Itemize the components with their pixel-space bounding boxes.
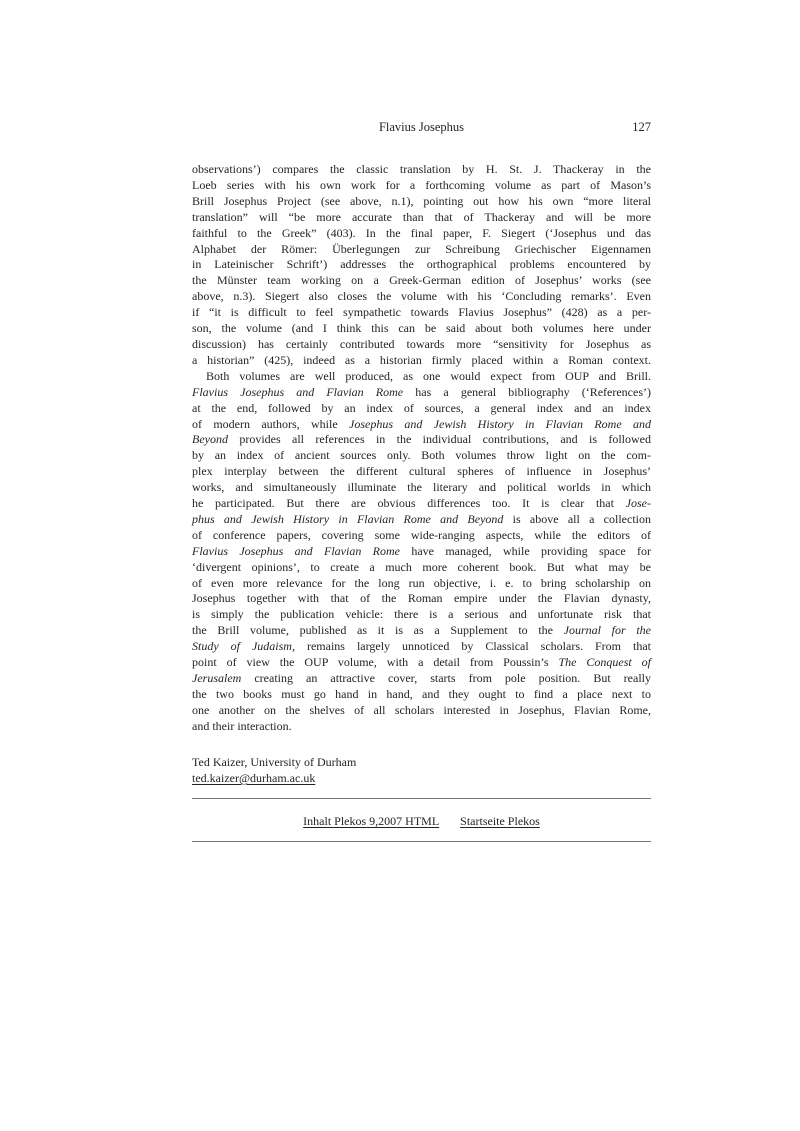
- text-line: Beyond provides all references in the individual contributions, and is followed: [192, 432, 651, 447]
- text-line: Brill Josephus Project (see above, n.1), pointing out how his own “more literal: [192, 193, 651, 208]
- text-line: of modern authors, while Josephus and Jewish History in Flavian Rome and: [192, 416, 651, 431]
- text-line: point of view the OUP volume, with a detail from Poussin’s The Conquest of: [192, 655, 652, 670]
- text-line: ‘divergent opinions’, to create a much more coherent book. But what may be: [192, 559, 651, 574]
- paragraph: [192, 369, 651, 735]
- text-line: by an index of ancient sources only. Both volumes throw light on the com-: [192, 448, 651, 463]
- text-line: the two books must go hand in hand, and they ought to find a place next to: [192, 686, 651, 701]
- text-line: faithful to the Greek” (403). In the final paper, F. Siegert (‘Josephus und das: [192, 225, 651, 240]
- text-line: Jerusalem creating an attractive cover, starts from pole position. But really: [192, 671, 651, 685]
- paragraph: [192, 162, 651, 369]
- link-startseite-plekos[interactable]: Startseite Plekos: [460, 813, 540, 828]
- link-inhalt-plekos[interactable]: Inhalt Plekos 9,2007 HTML: [303, 813, 440, 828]
- text-line: Flavius Josephus and Flavian Rome has a general bibliography (‘References’): [192, 384, 651, 399]
- text-line: the Münster team working on a Greek-German edition of Josephus’ works (see: [192, 273, 651, 288]
- running-head: [192, 120, 651, 134]
- page-number: 127: [632, 120, 651, 134]
- signature-email-row: [192, 770, 651, 786]
- signature-author: Ted Kaizer, University of Durham: [192, 754, 357, 769]
- text-line: and their interaction.: [192, 718, 292, 733]
- text-line: Flavius Josephus and Flavian Rome have managed, while providing space for: [192, 543, 651, 558]
- text-line: he participated. But there are obvious differences too. It is clear that Jose-: [192, 496, 651, 511]
- text-line: in Lateinischer Schrift’) addresses the orthographical problems encountered by: [192, 257, 651, 272]
- text-line: the Brill volume, published as it is as a Supplement to the Journal for the: [192, 623, 651, 638]
- text-line: Study of Judaism, remains largely unnoticed by Classical scholars. From that: [192, 639, 651, 654]
- text-line: is simply the publication vehicle: there is a serious and unfortunate risk that: [192, 607, 651, 622]
- text-line: plex interplay between the different cultural spheres of influence in Josephus’: [192, 464, 651, 479]
- text-line: one another on the shelves of all scholars interested in Josephus, Flavian Rome,: [192, 702, 651, 717]
- signature-block: [192, 754, 651, 786]
- divider-bottom: [192, 841, 651, 842]
- text-line: at the end, followed by an index of sources, a general index and an index: [192, 400, 651, 415]
- text-line: son, the volume (and I think this can be said about both volumes here under: [192, 321, 651, 336]
- page-content: [192, 120, 651, 842]
- text-line: of conference papers, covering some wide-ranging aspects, while the editors of: [192, 527, 651, 542]
- text-line: observations’) compares the classic translation by H. St. J. Thackeray in the: [192, 162, 651, 176]
- text-line: if “it is difficult to feel sympathetic towards Flavius Josephus” (428) as a per-: [192, 305, 651, 320]
- text-line: Alphabet der Römer: Überlegungen zur Schreibung Griechischer Eigennamen: [192, 241, 651, 256]
- footer-nav: [192, 799, 651, 829]
- email-link[interactable]: ted.kaizer@durham.ac.uk: [192, 770, 316, 785]
- text-line: discussion) has certainly contributed towards more “sensitivity for Josephus as: [192, 336, 651, 351]
- text-line: above, n.3). Siegert also closes the volume with his ‘Concluding remarks’. Even: [192, 289, 651, 304]
- text-line: Loeb series with his own work for a forthcoming volume as part of Mason’s: [192, 177, 651, 192]
- text-line: a historian” (425), indeed as a historian firmly placed within a Roman context.: [192, 352, 651, 367]
- text-line: Both volumes are well produced, as one would expect from OUP and Brill.: [206, 368, 651, 383]
- body-text: [192, 162, 651, 735]
- text-line: works, and simultaneously illuminate the literary and political worlds in which: [192, 480, 651, 495]
- text-line: phus and Jewish History in Flavian Rome and Beyond is above all a collection: [192, 511, 651, 526]
- text-line: Josephus together with that of the Roman empire under the Flavian dynasty,: [192, 591, 651, 606]
- text-line: translation” will “be more accurate than that of Thackeray and will be more: [192, 209, 651, 224]
- text-line: of even more relevance for the long run objective, i. e. to bring scholarship on: [192, 575, 651, 590]
- page-title: Flavius Josephus: [378, 120, 465, 134]
